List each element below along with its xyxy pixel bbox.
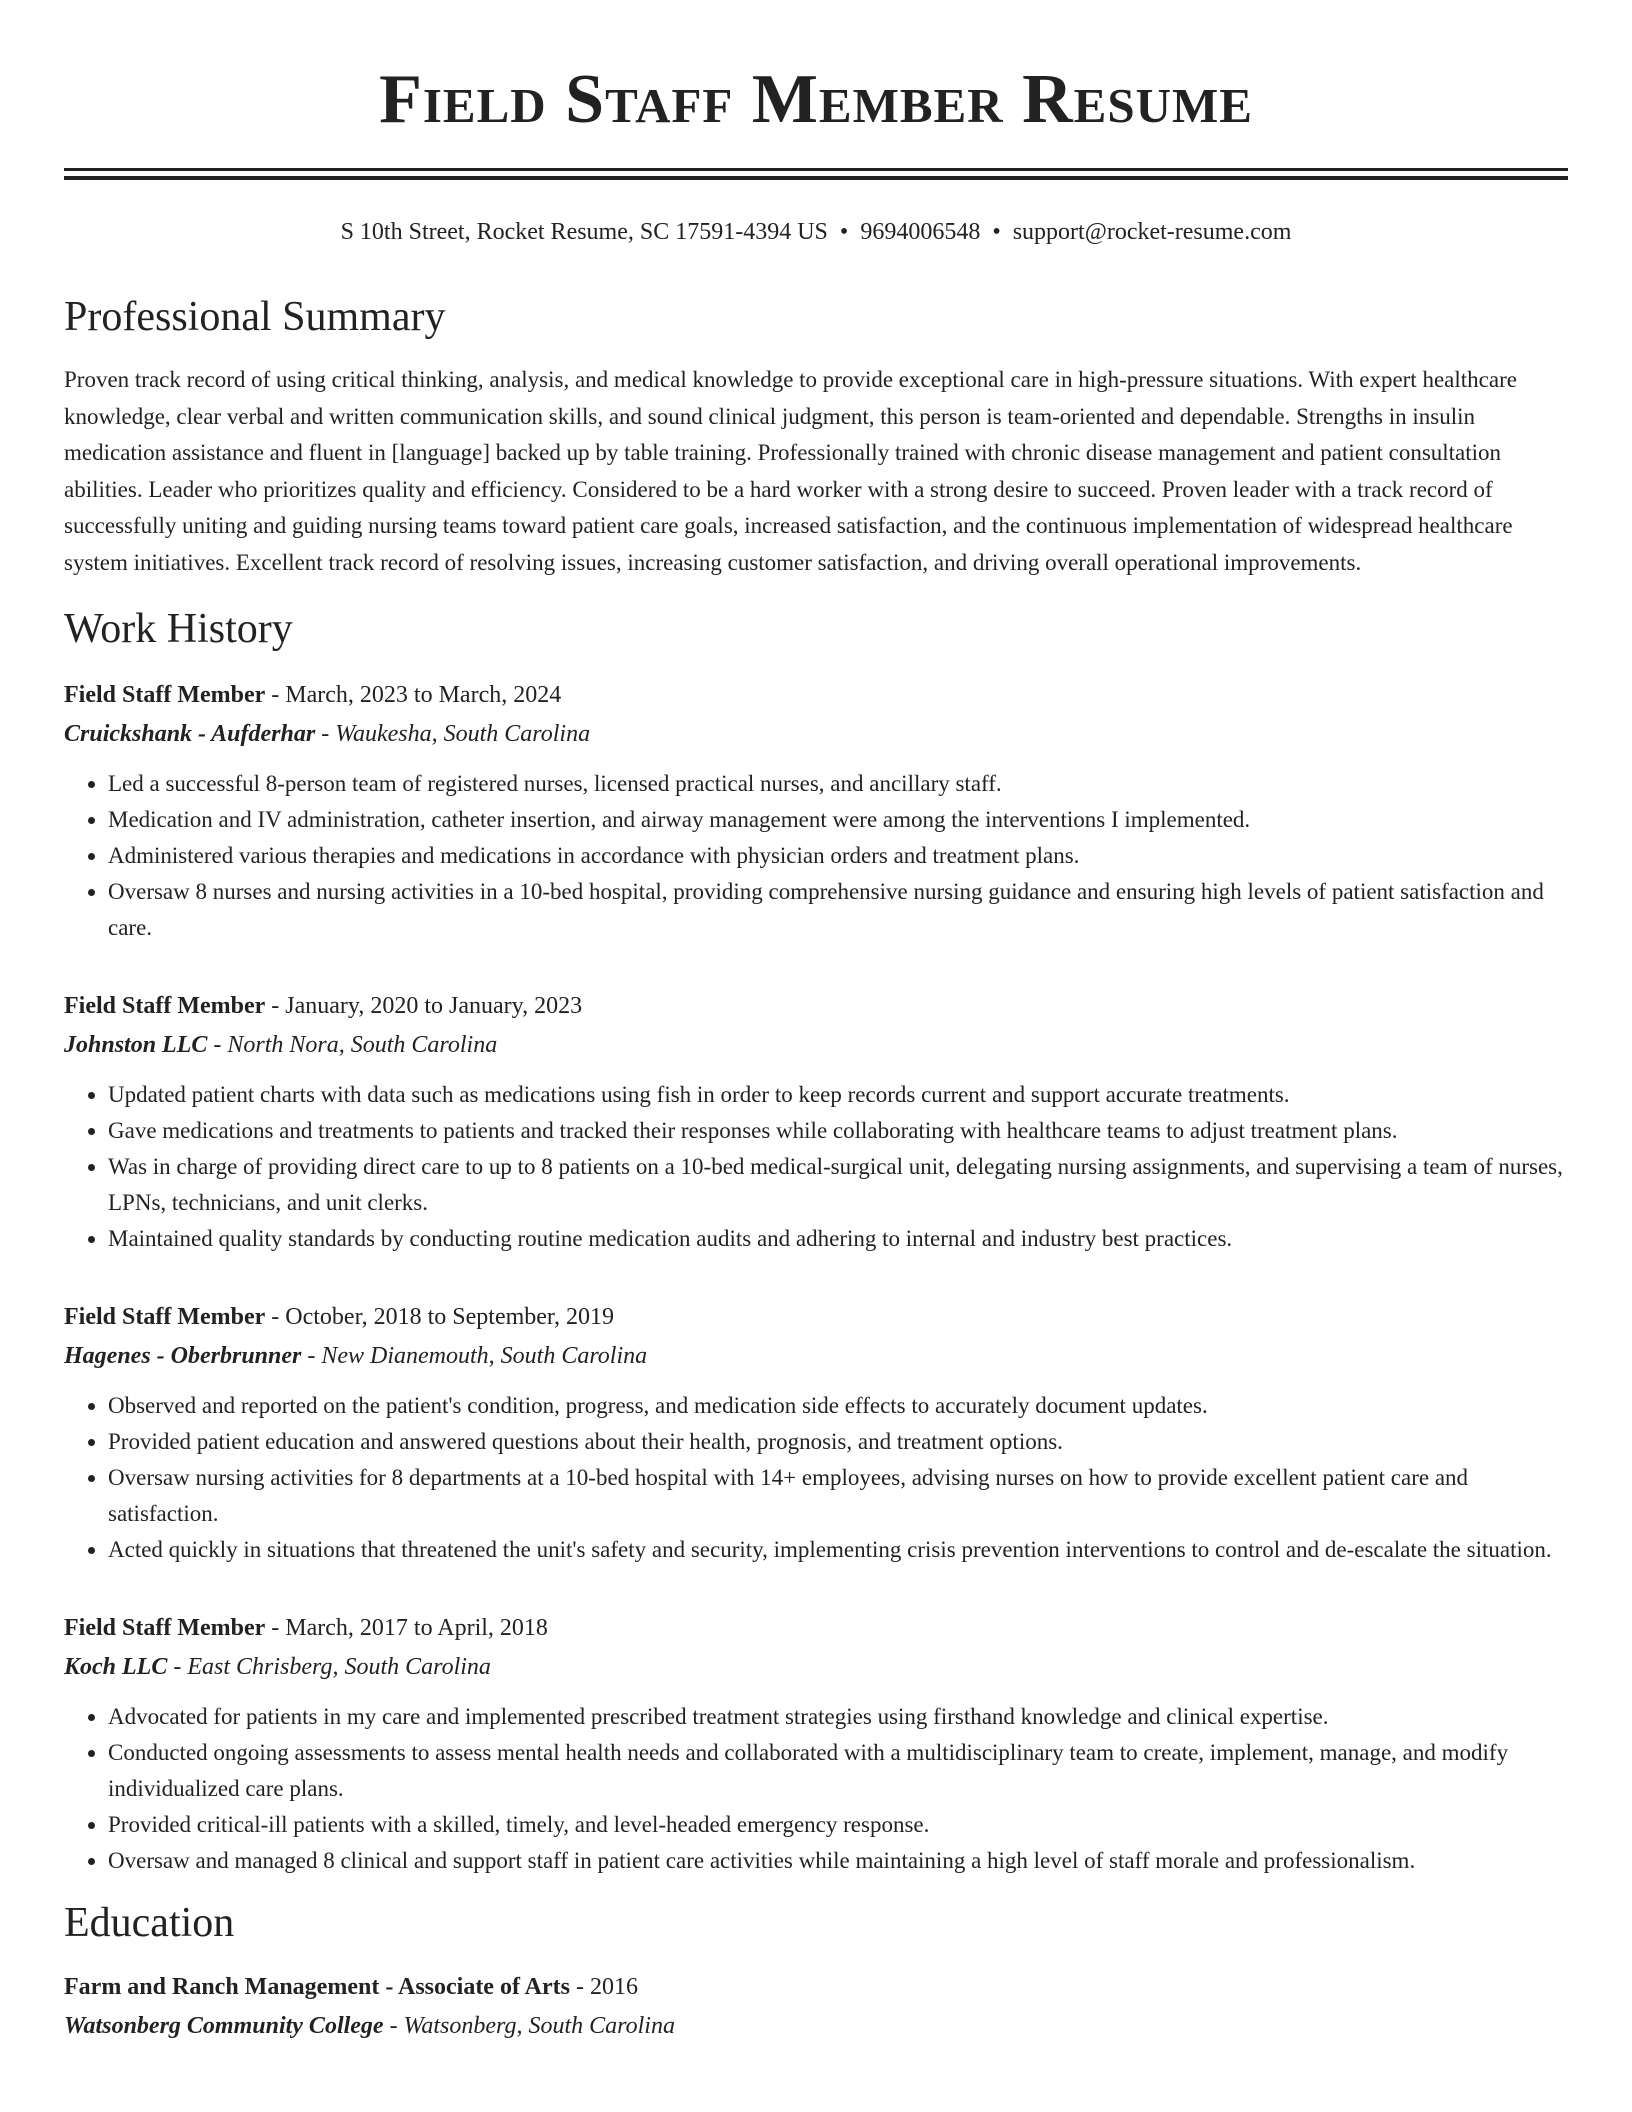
bullet-item: • Updated patient charts with data such as medications using fish in order to keep records current and support accurate treatments. — [108, 1077, 1568, 1113]
dash-separator: - — [265, 1614, 286, 1641]
job-title-line — [64, 1298, 1568, 1336]
dash-separator: - — [265, 1303, 286, 1330]
bullet-item: • Medication and IV administration, catheter insertion, and airway management were among the interventions I implemented. — [108, 802, 1568, 838]
job-bullets — [64, 1077, 1568, 1258]
resume-title: Field Staff Member Resume — [379, 61, 1253, 138]
education-entry — [64, 1968, 1568, 2046]
school-name: Watsonberg Community College — [64, 2012, 384, 2039]
contact-separator: • — [992, 219, 1001, 245]
section-heading-work: Work History — [64, 605, 293, 652]
job-entry — [64, 1609, 1568, 1880]
title-rule-bottom — [64, 176, 1568, 180]
job-title: Field Staff Member — [64, 1303, 266, 1330]
bullet-item: • Oversaw and managed 8 clinical and support staff in patient care activities while maintaining a high level of staff morale and professionalism. — [108, 1843, 1568, 1879]
employer-location: East Chrisberg, South Carolina — [187, 1653, 491, 1680]
employer-name: Hagenes - Oberbrunner — [64, 1342, 302, 1369]
job-bullets — [64, 1388, 1568, 1569]
bullet-item: • Was in charge of providing direct care to up to 8 patients on a 10-bed medical-surgical unit, delegating nursing assignments, and supervising a team of nurses, LPNs, technicians, and unit clerks. — [108, 1149, 1568, 1221]
graduation-year: 2016 — [589, 1973, 638, 2000]
employer-location: North Nora, South Carolina — [227, 1031, 498, 1058]
dash-separator: - — [207, 1031, 228, 1058]
contact-email: support@rocket-resume.com — [1012, 219, 1292, 245]
bullet-item: • Advocated for patients in my care and implemented prescribed treatment strategies using firsthand knowledge and clinical expertise. — [108, 1699, 1568, 1735]
contact-phone: 9694006548 — [860, 219, 981, 245]
job-dates: March, 2023 to March, 2024 — [285, 681, 562, 708]
job-dates: March, 2017 to April, 2018 — [285, 1614, 548, 1641]
school-location: Watsonberg, South Carolina — [403, 2012, 675, 2039]
bullet-item: • Conducted ongoing assessments to assess mental health needs and collaborated with a multidisciplinary team to create, implement, manage, and modify individualized care plans. — [108, 1735, 1568, 1807]
employer-location: Waukesha, South Carolina — [335, 720, 591, 747]
employer-name: Johnston LLC — [64, 1031, 208, 1058]
employer-name: Koch LLC — [64, 1653, 168, 1680]
contact-line — [64, 216, 1568, 248]
job-dates: October, 2018 to September, 2019 — [285, 1303, 614, 1330]
job-entry — [64, 1298, 1568, 1569]
bullet-item: • Acted quickly in situations that threatened the unit's safety and security, implementing crisis prevention interventions to control and de-escalate the situation. — [108, 1532, 1568, 1568]
bullet-item: • Provided critical-ill patients with a skilled, timely, and level-headed emergency response. — [108, 1807, 1568, 1843]
employer-line — [64, 1025, 1568, 1065]
school-line — [64, 2006, 1568, 2046]
bullet-item: • Provided patient education and answered questions about their health, prognosis, and treatment options. — [108, 1424, 1568, 1460]
dash-separator: - — [265, 681, 286, 708]
job-bullets — [64, 1699, 1568, 1880]
dash-separator: - — [569, 1973, 590, 2000]
job-title: Field Staff Member — [64, 992, 266, 1019]
summary-text: Proven track record of using critical thinking, analysis, and medical knowledge to provide exceptional care in high-pressure situations. With expert healthcare knowledge, clear verbal and written communication skills, and sound clinical judgment, this person is team-oriented and dependable. Strengths in insulin medication assistance and fluent in [language] backed up by table training. Professionally trained with chronic disease management and patient consultation abilities. Leader who prioritizes quality and efficiency. Considered to be a hard worker with a strong desire to succeed. Proven leader with a track record of successfully uniting and guiding nursing teams toward patient care goals, increased satisfaction, and the continuous implementation of widespread healthcare system initiatives. Excellent track record of resolving issues, increasing customer satisfaction, and driving overall operational improvements. — [64, 367, 1517, 575]
employer-name: Cruickshank - Aufderhar — [64, 720, 316, 747]
job-dates: January, 2020 to January, 2023 — [285, 992, 583, 1019]
degree-line — [64, 1968, 1568, 2006]
section-heading-education: Education — [64, 1899, 235, 1946]
title-rule-top — [64, 168, 1568, 171]
job-title: Field Staff Member — [64, 681, 266, 708]
job-title-line — [64, 1609, 1568, 1647]
job-title-line — [64, 987, 1568, 1025]
resume-page — [64, 0, 1568, 2046]
employer-line — [64, 714, 1568, 754]
job-entry — [64, 987, 1568, 1258]
bullet-item: • Maintained quality standards by conducting routine medication audits and adhering to internal and industry best practices. — [108, 1221, 1568, 1257]
section-heading-summary: Professional Summary — [64, 294, 446, 340]
employer-location: New Dianemouth, South Carolina — [321, 1342, 648, 1369]
dash-separator: - — [301, 1342, 322, 1369]
bullet-item: • Oversaw 8 nurses and nursing activities in a 10-bed hospital, providing comprehensive nursing guidance and ensuring high levels of patient satisfaction and care. — [108, 874, 1568, 946]
job-entry — [64, 676, 1568, 947]
contact-address: S 10th Street, Rocket Resume, SC 17591-4394 US — [340, 219, 828, 245]
employer-line — [64, 1647, 1568, 1687]
bullet-item: • Oversaw nursing activities for 8 departments at a 10-bed hospital with 14+ employees, advising nurses on how to provide excellent patient care and satisfaction. — [108, 1460, 1568, 1532]
employer-line — [64, 1336, 1568, 1376]
job-bullets — [64, 766, 1568, 947]
dash-separator: - — [265, 992, 286, 1019]
job-title: Field Staff Member — [64, 1614, 266, 1641]
job-title-line — [64, 676, 1568, 714]
dash-separator: - — [315, 720, 336, 747]
dash-separator: - — [167, 1653, 188, 1680]
bullet-item: • Observed and reported on the patient's condition, progress, and medication side effects to accurately document updates. — [108, 1388, 1568, 1424]
contact-separator: • — [839, 219, 849, 245]
dash-separator: - — [383, 2012, 404, 2039]
bullet-item: • Gave medications and treatments to patients and tracked their responses while collaborating with healthcare teams to adjust treatment plans. — [108, 1113, 1568, 1149]
bullet-item: • Led a successful 8-person team of registered nurses, licensed practical nurses, and ancillary staff. — [108, 766, 1568, 802]
bullet-item: • Administered various therapies and medications in accordance with physician orders and treatment plans. — [108, 838, 1568, 874]
degree-name: Farm and Ranch Management - Associate of Arts — [64, 1973, 570, 2000]
